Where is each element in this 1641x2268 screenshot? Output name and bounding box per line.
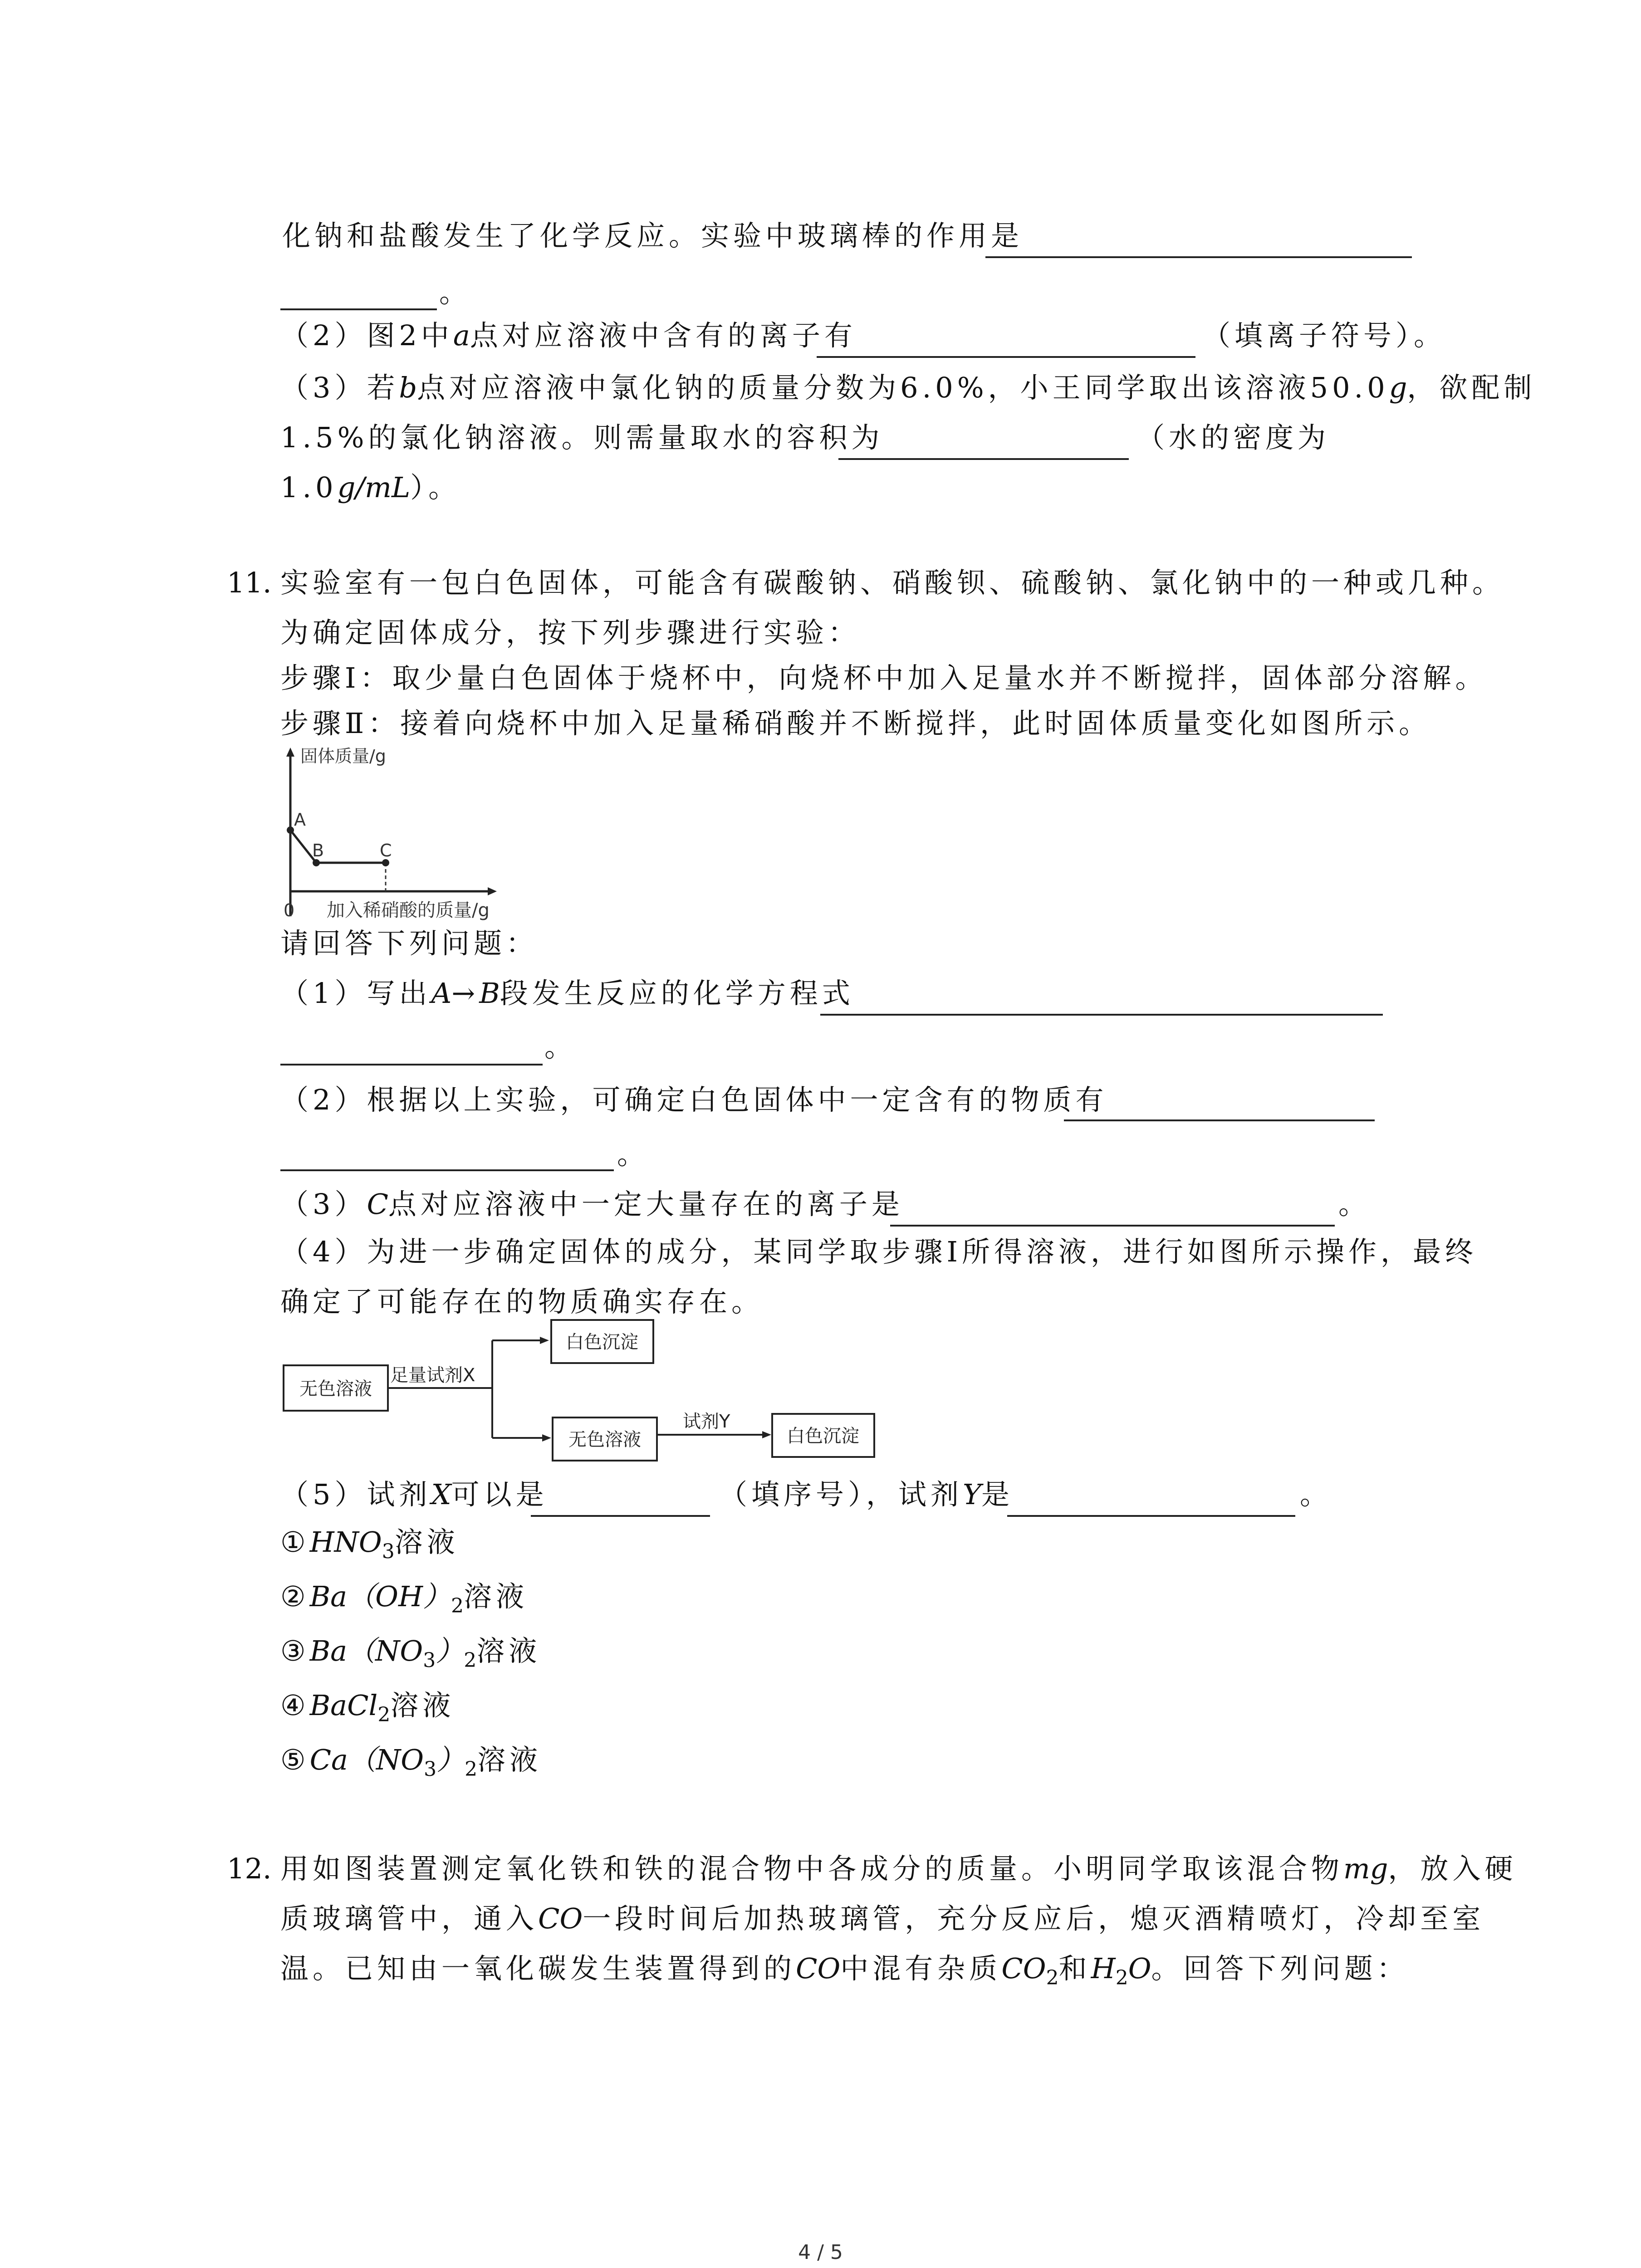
option-2-formula: Ba [309, 1580, 348, 1613]
q12-line2 [280, 1901, 1484, 1937]
option-2-tail: 溶液 [464, 1580, 529, 1613]
graph-origin: 0 [284, 900, 295, 920]
flow-bottom-result-label: 白色沉淀 [787, 1426, 859, 1447]
q11-sub5-mid [719, 1476, 1014, 1513]
q11-sub3-var: C [367, 1188, 388, 1221]
q11-option-4 [280, 1687, 455, 1724]
option-1-mark: ① [280, 1525, 310, 1559]
flow-arrowhead-mid [542, 1434, 551, 1442]
q11-step2: 步骤Ⅱ：接着向烧杯中加入足量稀硝酸并不断搅拌，此时固体质量变化如图所示。 [280, 707, 1431, 740]
q12-line3 [280, 1950, 1409, 1987]
q10-part3-var: b [399, 371, 417, 404]
q10-blank-water-volume [838, 458, 1129, 460]
option-4-mark: ④ [280, 1689, 310, 1722]
q10-blank-glass-rod-cont [280, 308, 437, 310]
graph-y-arrow [286, 748, 294, 757]
option-2-sub: 2 [451, 1594, 464, 1618]
q10-part3-line2: 1.5%的氯化钠溶液。则需量取水的容积为 [280, 421, 884, 454]
q12-line2-text2: 一段时间后加热玻璃管，充分反应后，熄灭酒精喷灯，冷却至室 [583, 1902, 1485, 1935]
q11-option-1 [280, 1524, 459, 1563]
q11-sub2-end: 。 [617, 1138, 650, 1171]
q12-line3-co2-sub: 2 [1046, 1966, 1059, 1989]
q11-sub5-shi: 是 [981, 1478, 1014, 1511]
q10-density-value: 1.0 [280, 471, 338, 504]
option-3-pclose: ） [436, 1634, 464, 1667]
q11-sub5-y: Y [963, 1478, 981, 1511]
q11-prompt: 请回答下列问题： [280, 927, 539, 960]
q10-blank-glass-rod [985, 256, 1412, 258]
q11-line2: 为确定固体成分，按下列步骤进行实验： [280, 616, 861, 649]
q12-line3-text2: 中混有杂质 [840, 1952, 1002, 1985]
option-4-tail: 溶液 [390, 1689, 455, 1722]
q11-sub5-hint: （填序号），试剂 [719, 1478, 963, 1511]
q10-part3-unit: g [1389, 371, 1407, 404]
q11-blank-reagent-x [531, 1515, 710, 1517]
q10-line2-end: 。 [439, 276, 472, 309]
q11-sub3 [280, 1186, 904, 1222]
q12-line1-text2: ，放入硬 [1388, 1852, 1517, 1885]
option-5-sub: 2 [465, 1758, 478, 1781]
option-5-formula: Ca [309, 1743, 348, 1776]
q11-sub1-from: A [431, 977, 452, 1010]
q12-line1 [280, 1851, 1517, 1887]
q12-line3-o: O [1128, 1952, 1151, 1985]
graph-x-arrow [488, 887, 497, 895]
q10-density-unit: g/mL [337, 471, 411, 504]
option-3-sub: 2 [464, 1649, 477, 1672]
q10-part2-label: （2）图2中 [280, 319, 453, 352]
q11-sub1-arrow: → [451, 977, 480, 1010]
option-1-tail: 溶液 [394, 1525, 459, 1559]
q11-sub5 [280, 1476, 548, 1513]
q12-number: 12. [227, 1852, 272, 1885]
option-3-tail: 溶液 [476, 1634, 541, 1667]
q12-line2-text: 质玻璃管中，通入 [280, 1902, 539, 1935]
q11-sub3-label: （3） [280, 1188, 367, 1221]
q11-option-2 [280, 1579, 529, 1618]
option-5-tail: 溶液 [477, 1743, 542, 1776]
flow-reagent-x: 足量试剂X [390, 1365, 475, 1386]
q10-part3-text2: ，欲配制 [1407, 371, 1536, 404]
q10-part3-line2-b: （水的密度为 [1136, 421, 1330, 454]
flow-start-label: 无色溶液 [299, 1378, 372, 1399]
q12-line3-co2: CO [1001, 1952, 1046, 1985]
q10-part2-hint: （填离子符号）。 [1202, 319, 1446, 352]
q12-line1-text: 用如图装置测定氧化铁和铁的混合物中各成分的质量。小明同学取该混合物 [280, 1852, 1344, 1885]
q11-mass-graph [272, 744, 508, 934]
option-3-paren: （NO [347, 1634, 423, 1667]
flow-arrowhead-top [540, 1337, 549, 1344]
q11-blank-substances-cont [280, 1169, 614, 1171]
q11-step1: 步骤Ⅰ：取少量白色固体于烧杯中，向烧杯中加入足量水并不断搅拌，固体部分溶解。 [280, 661, 1488, 694]
q11-sub1-text: 段发生反应的化学方程式 [500, 977, 854, 1010]
q10-part3-label: （3）若 [280, 371, 399, 404]
option-1-formula: HNO [309, 1525, 382, 1559]
q11-sub5-label: （5）试剂 [280, 1478, 431, 1511]
q11-sub1-label: （1）写出 [280, 977, 431, 1010]
q12-line3-h-sub: 2 [1115, 1966, 1128, 1989]
q11-blank-reagent-y [1007, 1515, 1295, 1517]
q10-part2 [280, 318, 857, 354]
option-3-mark: ③ [280, 1634, 310, 1667]
q12-line2-co: CO [538, 1902, 583, 1935]
q10-part3-text: 点对应溶液中氯化钠的质量分数为6.0%，小王同学取出该溶液50.0 [417, 371, 1389, 404]
graph-xlabel: 加入稀硝酸的质量/g [327, 900, 490, 921]
q11-number: 11. [227, 566, 272, 599]
q11-sub4-line1: （4）为进一步确定固体的成分，某同学取步骤Ⅰ所得溶液，进行如图所示操作，最终 [280, 1235, 1477, 1268]
page-number: 4 / 5 [798, 2241, 843, 2264]
graph-label-a: A [294, 810, 306, 830]
flow-reagent-y: 试剂Y [683, 1411, 730, 1432]
q10-part2-text: 点对应溶液中含有的离子有 [470, 319, 857, 352]
q11-blank-equation [820, 1014, 1383, 1016]
q10-part3-line3 [280, 469, 460, 506]
q10-line1 [282, 218, 1023, 254]
q12-line3-co: CO [796, 1952, 841, 1985]
q12-line3-text3: 。回答下列问题： [1151, 1952, 1409, 1985]
graph-point-a [287, 826, 294, 834]
q11-blank-ions [890, 1225, 1335, 1227]
option-2-mark: ② [280, 1580, 310, 1613]
q11-sub5-text: 可以是 [451, 1478, 548, 1511]
flow-arrowhead-y [762, 1431, 771, 1438]
q10-blank-ions [817, 356, 1195, 358]
flow-top-result-label: 白色沉淀 [566, 1332, 638, 1353]
q11-blank-substances [1064, 1119, 1375, 1121]
option-4-sub: 2 [377, 1703, 391, 1726]
q11-sub3-text: 点对应溶液中一定大量存在的离子是 [388, 1188, 904, 1221]
option-5-pclose: ） [436, 1743, 465, 1776]
q11-flow-diagram [277, 1313, 930, 1476]
q10-part3 [280, 370, 1536, 406]
graph-label-c: C [380, 841, 392, 860]
q10-part2-var: a [453, 319, 470, 352]
option-2-paren: （OH） [347, 1580, 451, 1613]
q11-sub3-end: 。 [1338, 1188, 1371, 1221]
q11-line1: 实验室有一包白色固体，可能含有碳酸钠、硝酸钡、硫酸钠、氯化钠中的一种或几种。 [280, 566, 1505, 599]
q12-line3-text: 温。已知由一氧化碳发生装置得到的 [280, 1952, 796, 1985]
q11-sub5-end: 。 [1300, 1478, 1332, 1511]
q12-line3-h: H [1091, 1952, 1116, 1985]
option-3-formula: Ba [309, 1634, 348, 1667]
graph-ylabel: 固体质量/g [300, 746, 386, 766]
q10-line1-text: 化钠和盐酸发生了化学反应。实验中玻璃棒的作用是 [282, 219, 1024, 252]
q11-option-5 [280, 1742, 542, 1781]
option-3-psub: 3 [423, 1649, 436, 1672]
q11-blank-equation-cont [280, 1064, 543, 1066]
option-1-sub: 3 [382, 1540, 395, 1563]
q11-option-3 [280, 1633, 541, 1672]
option-5-paren: （NO [348, 1743, 424, 1776]
q10-density-close: ）。 [410, 471, 461, 504]
option-5-psub: 3 [424, 1758, 437, 1781]
q11-sub5-x: X [431, 1478, 451, 1511]
q12-line3-and: 和 [1058, 1952, 1091, 1985]
q11-sub1-to: B [479, 977, 500, 1010]
q11-sub4-line2: 确定了可能存在的物质确实存在。 [280, 1285, 764, 1318]
q11-sub2: （2）根据以上实验，可确定白色固体中一定含有的物质有 [280, 1083, 1108, 1116]
graph-curve [290, 830, 386, 863]
option-5-mark: ⑤ [280, 1743, 310, 1776]
q12-line1-mass: mg [1343, 1852, 1388, 1885]
q11-sub1-end: 。 [544, 1030, 577, 1063]
graph-label-b: B [312, 841, 324, 860]
flow-mid-label: 无色溶液 [568, 1429, 641, 1450]
q11-sub1 [280, 975, 854, 1012]
option-4-formula: BaCl [309, 1689, 378, 1722]
